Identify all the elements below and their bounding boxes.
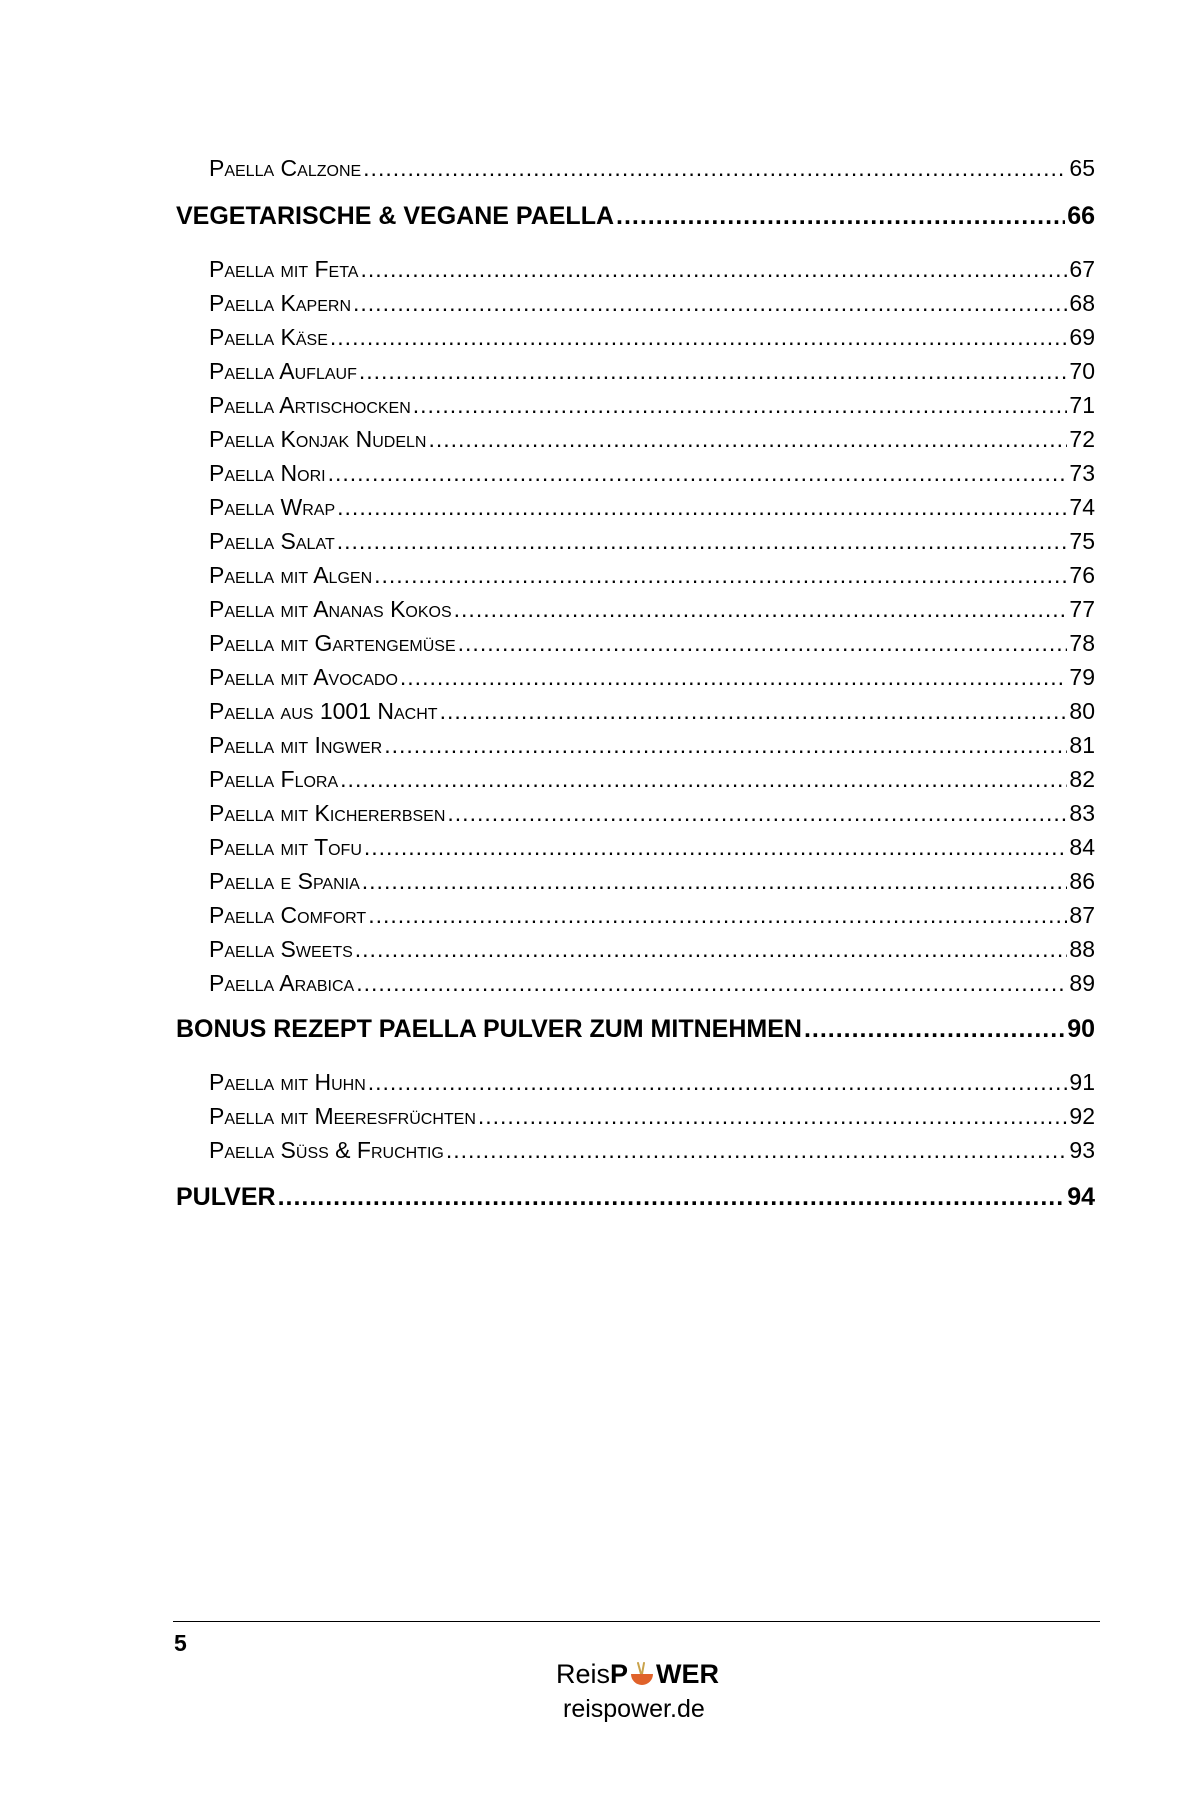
website-url: reispower.de xyxy=(563,1695,705,1723)
dot-leader xyxy=(337,528,1068,555)
toc-page-number: 86 xyxy=(1069,868,1095,894)
toc-page-number: 66 xyxy=(1067,202,1095,230)
dot-leader xyxy=(356,970,1067,997)
toc-page-number: 65 xyxy=(1069,155,1095,181)
dot-leader xyxy=(330,324,1068,351)
toc-entry[interactable] xyxy=(209,936,1095,963)
toc-entry-label: Paella Calzone xyxy=(209,155,362,181)
toc-entry[interactable] xyxy=(209,970,1095,997)
dot-leader xyxy=(337,494,1067,521)
toc-page-number: 74 xyxy=(1069,494,1095,520)
toc-page-number: 73 xyxy=(1069,460,1095,486)
toc-page-number: 67 xyxy=(1069,256,1095,282)
toc-entry-label: Paella e Spania xyxy=(209,868,360,894)
toc-entry[interactable] xyxy=(209,256,1095,283)
footer-divider xyxy=(173,1621,1100,1622)
toc-entry[interactable] xyxy=(209,834,1095,861)
toc-entry[interactable] xyxy=(209,392,1095,419)
toc-entry[interactable] xyxy=(209,528,1095,555)
toc-entry[interactable] xyxy=(209,630,1095,657)
toc-entry[interactable] xyxy=(209,460,1095,487)
toc-page-number: 88 xyxy=(1069,936,1095,962)
toc-entry[interactable] xyxy=(209,494,1095,521)
toc-entry[interactable] xyxy=(209,358,1095,385)
dot-leader xyxy=(804,1015,1065,1044)
toc-entry[interactable] xyxy=(209,426,1095,453)
toc-entry-label: Paella Kapern xyxy=(209,290,352,316)
toc-page-number: 78 xyxy=(1069,630,1095,656)
toc-entry-label: Paella Auflauf xyxy=(209,358,357,384)
toc-entry-label: Paella Flora xyxy=(209,766,339,792)
toc-entry[interactable] xyxy=(209,1069,1095,1096)
toc-page-number: 82 xyxy=(1069,766,1095,792)
toc-page-number: 91 xyxy=(1069,1069,1095,1095)
rice-bowl-icon xyxy=(629,1662,655,1688)
dot-leader xyxy=(446,1137,1068,1164)
brand-logo-p: P xyxy=(610,1659,629,1689)
toc-entry-label: Paella mit Kichererbsen xyxy=(209,800,446,826)
toc-page-number: 84 xyxy=(1069,834,1095,860)
toc-entry[interactable] xyxy=(209,1103,1095,1130)
toc-entry-label: Paella Artischocken xyxy=(209,392,411,418)
dot-leader xyxy=(353,290,1067,317)
toc-page-number: 90 xyxy=(1067,1015,1095,1043)
toc-page-number: 80 xyxy=(1069,698,1095,724)
toc-entry[interactable] xyxy=(209,290,1095,317)
brand-logo xyxy=(556,1659,719,1690)
dot-leader xyxy=(400,664,1068,691)
dot-leader xyxy=(363,155,1067,182)
toc-entry-label: Paella mit Tofu xyxy=(209,834,362,860)
toc-entry[interactable] xyxy=(209,324,1095,351)
toc-entry-label: Paella aus 1001 Nacht xyxy=(209,698,438,724)
toc-entry[interactable] xyxy=(209,664,1095,691)
toc-entry-label: Paella Wrap xyxy=(209,494,336,520)
toc-entry-label: Paella mit Feta xyxy=(209,256,359,282)
dot-leader xyxy=(340,766,1067,793)
dot-leader xyxy=(447,800,1067,827)
dot-leader xyxy=(368,902,1067,929)
toc-entry-label: Paella Süß & Fruchtig xyxy=(209,1137,444,1163)
toc-entry-label: Paella Sweets xyxy=(209,936,353,962)
toc-section-label: PULVER xyxy=(176,1183,276,1211)
toc-section[interactable] xyxy=(176,1183,1095,1212)
toc-page-number: 77 xyxy=(1069,596,1095,622)
toc-page-number: 75 xyxy=(1069,528,1095,554)
toc-section-label: BONUS REZEPT PAELLA PULVER ZUM MITNEHMEN xyxy=(176,1015,802,1043)
toc-entry-label: Paella mit Algen xyxy=(209,562,373,588)
toc-entry-label: Paella mit Ananas Kokos xyxy=(209,596,452,622)
toc-entry[interactable] xyxy=(209,698,1095,725)
toc-page-number: 70 xyxy=(1069,358,1095,384)
dot-leader xyxy=(478,1103,1068,1130)
toc-page-number: 79 xyxy=(1069,664,1095,690)
toc-page-number: 71 xyxy=(1069,392,1095,418)
toc-page-number: 81 xyxy=(1069,732,1095,758)
toc-entry-label: Paella Nori xyxy=(209,460,326,486)
dot-leader xyxy=(458,630,1068,657)
dot-leader xyxy=(616,202,1065,231)
dot-leader xyxy=(413,392,1068,419)
toc-entry-label: Paella Salat xyxy=(209,528,335,554)
toc-entry[interactable] xyxy=(209,868,1095,895)
dot-leader xyxy=(362,868,1068,895)
dot-leader xyxy=(368,1069,1068,1096)
toc-entry-label: Paella Käse xyxy=(209,324,328,350)
toc-entry-label: Paella Comfort xyxy=(209,902,367,928)
toc-page-number: 72 xyxy=(1069,426,1095,452)
dot-leader xyxy=(440,698,1068,725)
dot-leader xyxy=(384,732,1067,759)
toc-entry[interactable] xyxy=(209,596,1095,623)
dot-leader xyxy=(374,562,1067,589)
toc-page-number: 94 xyxy=(1067,1183,1095,1211)
toc-page-number: 83 xyxy=(1069,800,1095,826)
toc-entry[interactable] xyxy=(209,766,1095,793)
dot-leader xyxy=(328,460,1068,487)
toc-entry-label: Paella mit Avocado xyxy=(209,664,398,690)
toc-entry-label: Paella mit Meeresfrüchten xyxy=(209,1103,476,1129)
brand-logo-suffix: WER xyxy=(656,1659,720,1689)
toc-entry[interactable] xyxy=(209,732,1095,759)
toc-entry[interactable] xyxy=(209,800,1095,827)
toc-page-number: 92 xyxy=(1069,1103,1095,1129)
toc-page-number: 76 xyxy=(1069,562,1095,588)
toc-entry[interactable] xyxy=(209,155,1095,182)
brand-logo-prefix: Reis xyxy=(556,1659,611,1689)
toc-page-number: 69 xyxy=(1069,324,1095,350)
dot-leader xyxy=(454,596,1068,623)
dot-leader xyxy=(359,358,1068,385)
chopstick-left xyxy=(638,1663,641,1674)
toc-entry-label: Paella Konjak Nudeln xyxy=(209,426,427,452)
toc-section-label: VEGETARISCHE & VEGANE PAELLA xyxy=(176,202,615,230)
toc-section[interactable] xyxy=(176,202,1095,231)
toc-entry[interactable] xyxy=(209,562,1095,589)
dot-leader xyxy=(355,936,1068,963)
dot-leader xyxy=(278,1183,1066,1212)
dot-leader xyxy=(364,834,1068,861)
toc-entry-label: Paella Arabica xyxy=(209,970,355,996)
toc-entry-label: Paella mit Ingwer xyxy=(209,732,383,758)
toc-section[interactable] xyxy=(176,1015,1095,1044)
toc-entry[interactable] xyxy=(209,902,1095,929)
chopstick-right xyxy=(642,1663,644,1674)
toc-entry-label: Paella mit Huhn xyxy=(209,1069,366,1095)
toc-entry[interactable] xyxy=(209,1137,1095,1164)
dot-leader xyxy=(428,426,1067,453)
toc-entry-label: Paella mit Gartengemüse xyxy=(209,630,456,656)
dot-leader xyxy=(360,256,1067,283)
toc-page-number: 89 xyxy=(1069,970,1095,996)
bowl-shape xyxy=(631,1674,653,1685)
toc-page-number: 87 xyxy=(1069,902,1095,928)
toc-page-number: 68 xyxy=(1069,290,1095,316)
toc-page-number: 93 xyxy=(1069,1137,1095,1163)
page-number: 5 xyxy=(174,1630,187,1656)
